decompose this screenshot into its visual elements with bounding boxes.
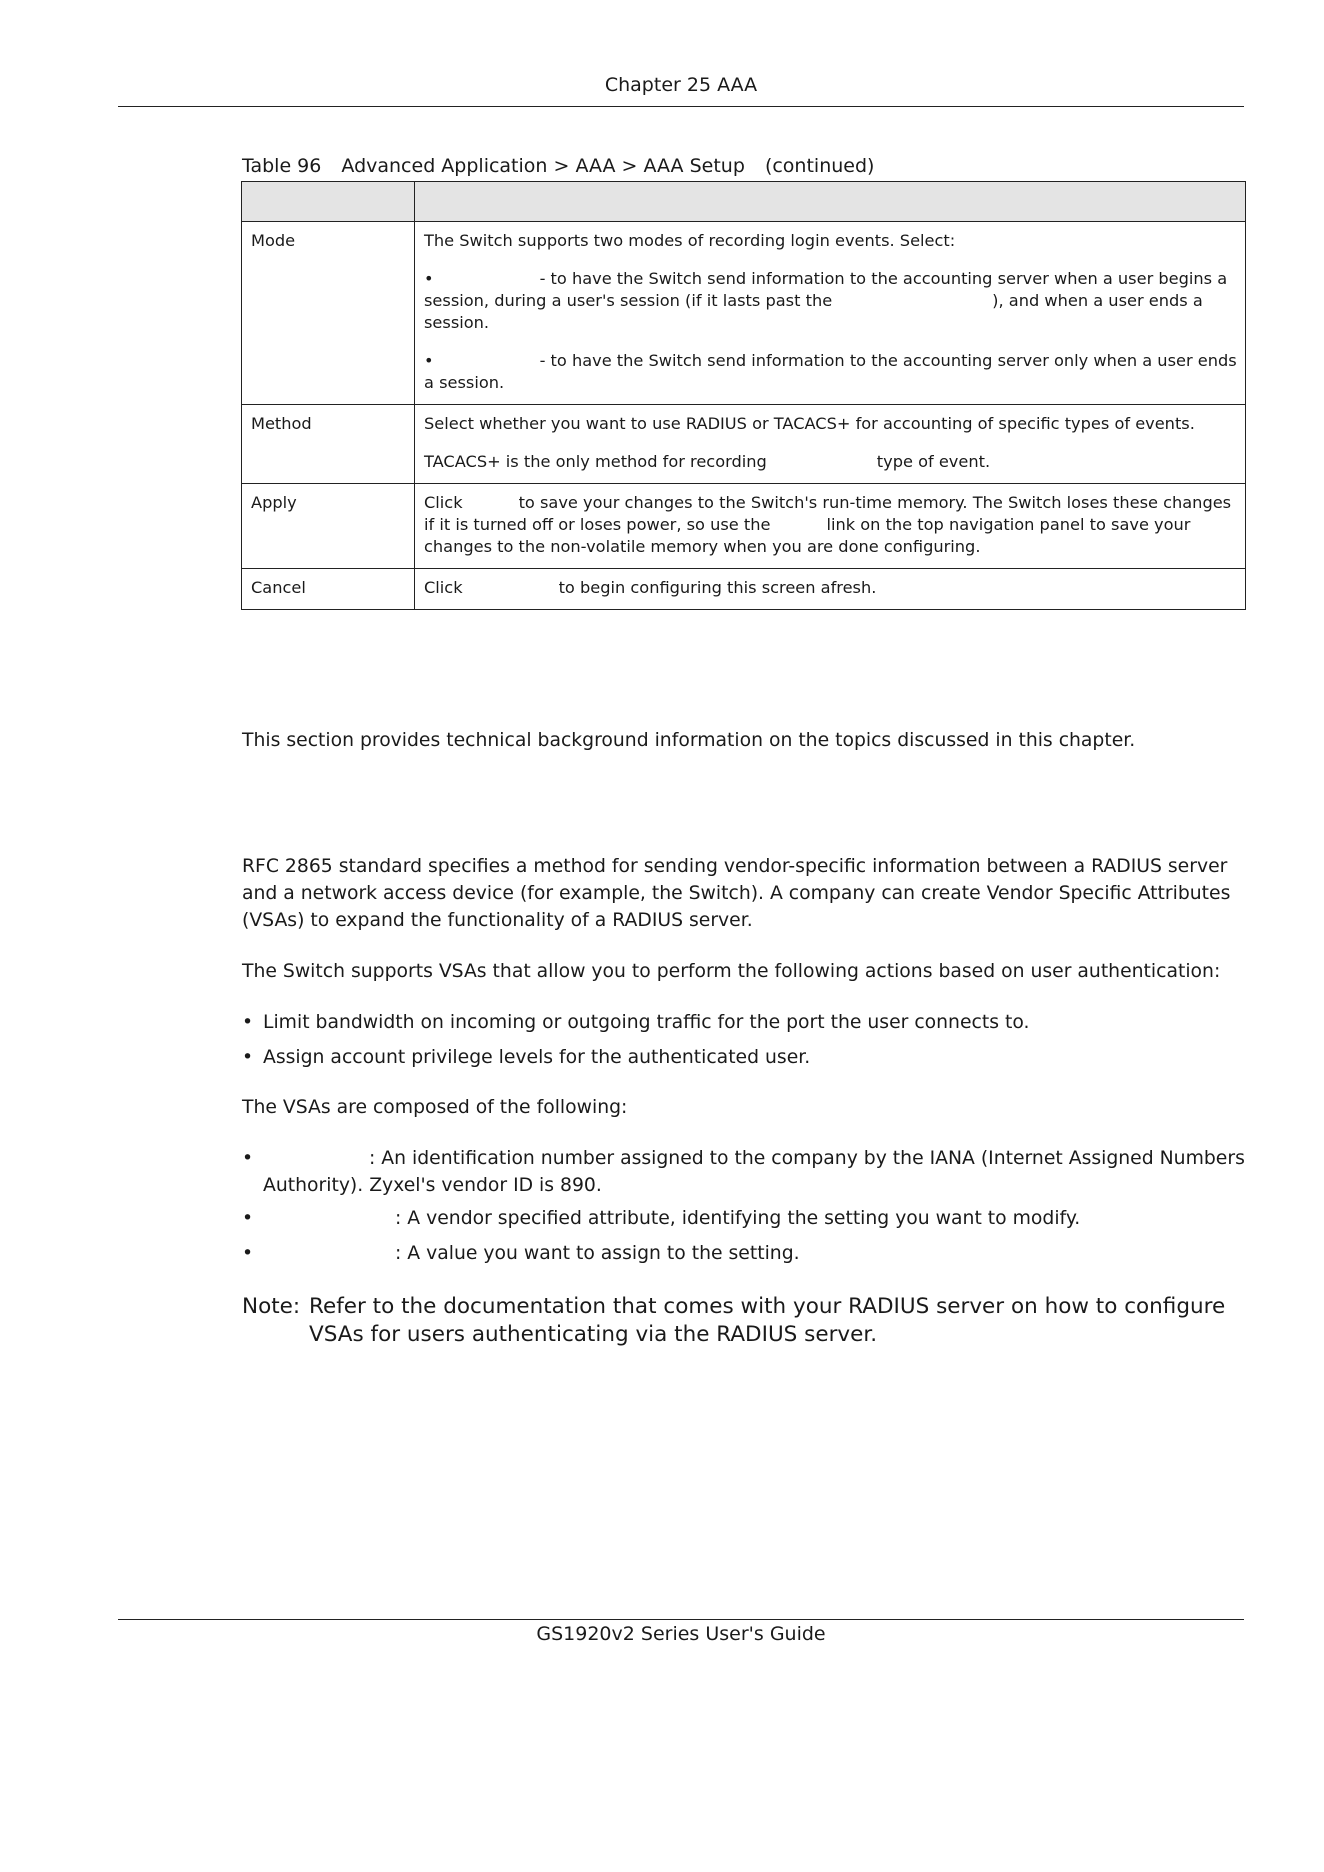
row-label: Method (242, 405, 415, 484)
table-header-cell-description (415, 182, 1246, 222)
list-item: • : A vendor specified attribute, identifying the setting you want to modify. (242, 1208, 1081, 1229)
list-item: • : A value you want to assign to the setting. (242, 1243, 800, 1264)
table-header-cell-label (242, 182, 415, 222)
composed-paragraph: The VSAs are composed of the following: (242, 1097, 628, 1118)
table-row-method (242, 405, 1246, 484)
table-row-apply (242, 484, 1246, 569)
mode-option-1: • - to have the Switch send information to the accounting server when a user begins a session, during a user's session (if it lasts past the ), and when a user ends a session. (424, 269, 1228, 332)
table-row-mode (242, 222, 1246, 405)
footer-rule (118, 1619, 1244, 1620)
list-item: • : An identification number assigned to the company by the IANA (Internet Assigned Numbers Authority). Zyxel's vendor ID is 890. (242, 1148, 1245, 1196)
note-text: Refer to the documentation that comes with your RADIUS server on how to configure VSAs for users authenticating via the RADIUS server. (309, 1294, 1226, 1347)
footer-guide: GS1920v2 Series User's Guide (536, 1623, 826, 1645)
note (242, 1293, 1248, 1349)
table-header-row (242, 182, 1246, 222)
row-description: Click to save your changes to the Switch's run-time memory. The Switch loses these changes if it is turned off or loses power, so use the link on the top navigation panel to save your changes to the non-volatile memory when you are done configuring. (415, 484, 1246, 569)
row-label: Mode (242, 222, 415, 405)
settings-table (241, 181, 1246, 610)
rfc-paragraph: RFC 2865 standard specifies a method for sending vendor-specific information between a RADIUS server and a network access device (for example, the Switch). A company can create Vendor Specific Attributes (VSAs) to expand the functionality of a RADIUS server. (242, 856, 1231, 931)
mode-option-2: • - to have the Switch send information to the accounting server only when a user ends a session. (424, 351, 1237, 392)
method-intro: Select whether you want to use RADIUS or TACACS+ for accounting of specific types of events. (424, 414, 1195, 433)
supports-paragraph: The Switch supports VSAs that allow you to perform the following actions based on user authentication: (242, 961, 1221, 982)
table-caption-number: Table 96 (242, 155, 322, 177)
section-intro: This section provides technical background information on the topics discussed in this chapter. (242, 730, 1136, 751)
row-description (415, 405, 1246, 484)
list-item: • Limit bandwidth on incoming or outgoing traffic for the port the user connects to. (242, 1012, 1030, 1033)
table-caption-title: Advanced Application > AAA > AAA Setup (341, 155, 745, 177)
chapter-header: Chapter 25 AAA (604, 74, 758, 96)
row-description (415, 222, 1246, 405)
method-note: TACACS+ is the only method for recording type of event. (424, 452, 991, 471)
header-rule (118, 106, 1244, 107)
note-label: Note: (242, 1294, 301, 1319)
mode-intro: The Switch supports two modes of recording login events. Select: (424, 231, 956, 250)
table-caption-suffix: (continued) (764, 155, 875, 177)
table-caption (242, 155, 888, 177)
row-label: Apply (242, 484, 415, 569)
row-description: Click to begin configuring this screen afresh. (415, 569, 1246, 610)
row-label: Cancel (242, 569, 415, 610)
table-row-cancel (242, 569, 1246, 610)
list-item: • Assign account privilege levels for the authenticated user. (242, 1047, 811, 1068)
